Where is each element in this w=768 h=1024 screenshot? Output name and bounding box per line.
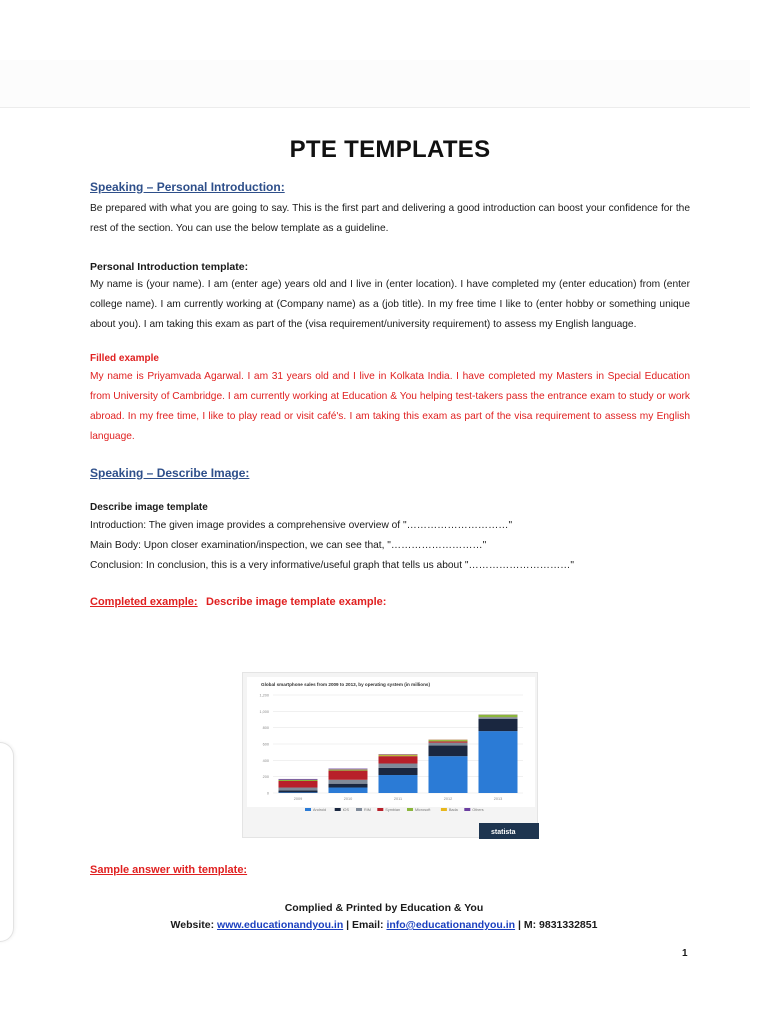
chart-bar-segment [429,756,468,793]
chart-legend-swatch [356,808,362,811]
chart-bar-segment [279,788,318,791]
completed-example-text: Describe image template example: [206,596,387,608]
chart-bar-segment [329,769,368,770]
chart-legend-label: Others [472,808,484,812]
top-band [0,0,768,108]
chart-y-tick-label: 400 [262,758,269,763]
chart-bar-segment [329,780,368,784]
chart-bar-segment [379,775,418,793]
personal-template-text: My name is (your name). I am (enter age) years old and I live in (enter location). I have completed my (enter education) from (enter college name). I am currently working at (Company name) as a (job title). In my free time I like to (enter hobby or something unique about you). I am taking this exam as part of the (visa requirement/university requirement) to assess my English language. [90,279,690,330]
page-footer [0,900,768,934]
template-line-introduction: Introduction: The given image provides a comprehensive overview of "…………………………" [90,520,513,531]
chart-bar-segment [479,715,518,717]
filled-example-text: My name is Priyamvada Agarwal. I am 31 years old and I live in Kolkata India. I have completed my Masters in Special Education from University of Cambridge. I am currently working at Education & You helping test-takers pass the entrance exam to study or work abroad. In my free time, I like to play read or visit café's. I am taking this exam as part of the visa requirement to assess my English language. [90,371,690,442]
section-heading-personal-introduction: Speaking – Personal Introduction: [90,180,285,194]
chart-bar-segment [279,780,318,781]
chart-legend-label: RIM [364,808,371,812]
chart-bar-segment [329,770,368,771]
chart-x-tick-label: 2013 [493,797,503,801]
chart-bar-segment [379,755,418,756]
chart-y-tick-label: 1,000 [259,709,269,714]
chart-legend-label: iOS [342,808,350,812]
footer-contact [0,916,768,934]
chart-bar-segment [279,792,318,793]
template-line-conclusion: Conclusion: In conclusion, this is a very informative/useful graph that tells us about "…………………………" [90,560,574,571]
chart-bar-segment [379,764,418,768]
intro-paragraph: Be prepared with what you are going to say. This is the first part and delivering a good introduction can boost your confidence for the rest of the section. You can use the below template as a guideline. [90,203,690,234]
page-number: 1 [682,948,688,959]
completed-example-label: Completed example: [90,596,198,608]
chart-bar-segment [429,741,468,742]
top-strip [0,60,750,108]
chart-bar-segment [429,743,468,746]
chart-legend-swatch [407,808,413,811]
chart-legend-label: Android [313,808,327,812]
phone-number: | M: 9831332851 [515,919,598,931]
section-heading-describe-image: Speaking – Describe Image: [90,466,250,480]
chart-x-tick-label: 2012 [443,797,453,801]
email-link[interactable]: info@educationandyou.in [386,919,516,931]
template-line-main-body: Main Body: Upon closer examination/inspection, we can see that, "………………………" [90,540,487,551]
statista-logo-text: statista [491,829,516,836]
chart-svg [243,673,539,839]
chart-x-tick-label: 2010 [343,797,353,801]
page-title: PTE TEMPLATES [289,136,491,163]
chart-bar-segment [329,784,368,788]
chart-legend-swatch [305,808,311,811]
website-prefix: Website: [170,919,218,931]
chart-bar-segment [329,788,368,793]
chart-bar-segment [379,755,418,756]
chart-legend-label: Microsoft [415,808,431,812]
chart-bar-segment [329,771,368,780]
chart-bar-segment [429,740,468,741]
chart-legend-swatch [377,808,383,811]
sample-answer-label: Sample answer with template: [90,864,248,876]
chart-bar-segment [429,746,468,757]
website-link[interactable]: www.educationandyou.in [217,919,344,931]
chart-title: Global smartphone sales from 2009 to 2013, by operating system (in millions) [261,682,430,687]
chart-bar-segment [479,719,518,731]
chart-bar-segment [279,790,318,792]
chart-bar-segment [379,768,418,775]
email-prefix: | Email: [343,919,387,931]
filled-example-label: Filled example [90,353,159,364]
personal-template-label: Personal Introduction template: [90,261,249,273]
chart-y-tick-label: 0 [266,791,269,796]
chart-y-tick-label: 800 [262,726,269,731]
footer-credit: Complied & Printed by Education & You [284,902,484,914]
completed-example-row [90,593,690,610]
chart-bar-segment [479,717,518,719]
chart-x-tick-label: 2011 [393,797,403,801]
chart-bar-segment [279,781,318,788]
chart-legend-label: Symbian [385,808,401,812]
chart-legend-swatch [464,808,470,811]
chart-bar-segment [379,756,418,763]
smartphone-sales-chart [242,672,538,838]
chart-y-tick-label: 1,200 [259,693,269,698]
chart-y-tick-label: 600 [262,742,269,747]
chart-legend-swatch [441,808,447,811]
chart-bar-segment [479,731,518,793]
document-page [90,130,690,610]
chart-y-tick-label: 200 [262,775,269,780]
describe-template-label: Describe image template [90,502,208,513]
chart-x-tick-label: 2009 [293,797,303,801]
chart-bar-segment [279,779,318,780]
chart-legend-label: Bada [448,808,458,812]
chart-legend-swatch [335,808,341,811]
